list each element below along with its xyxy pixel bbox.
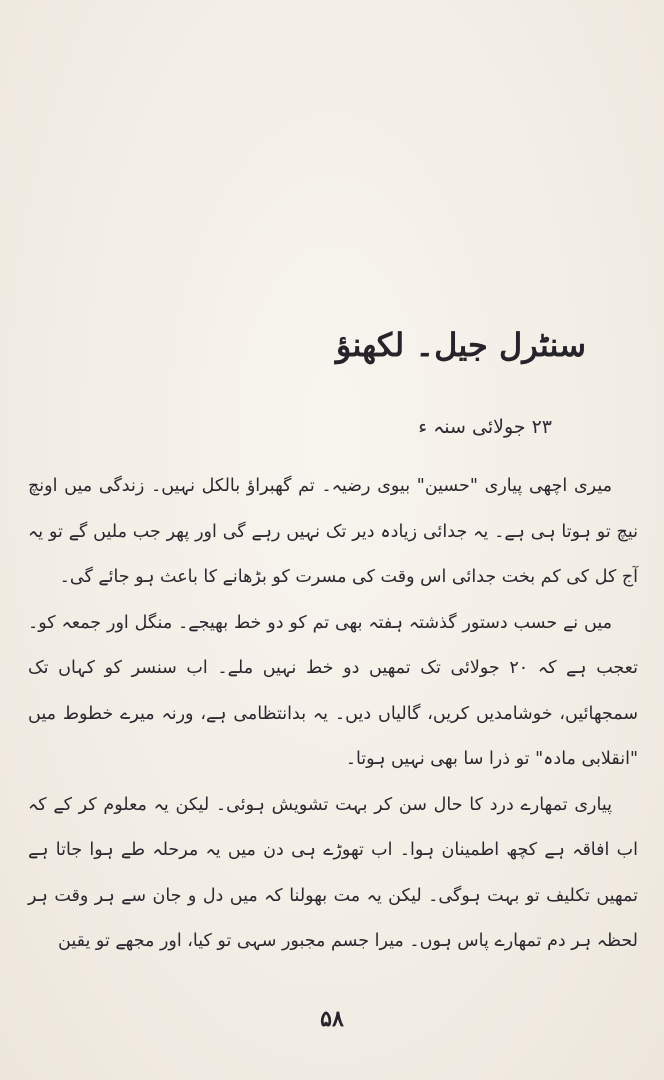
page-number: ۵۸ xyxy=(320,1006,344,1032)
letter-heading: سنٹرل جیل۔ لکھنؤ xyxy=(335,326,586,364)
letter-paragraph: میری اچھی پیاری "حسین" بیوی رضیہ۔ تم گھبراؤ بالکل نہیں۔ زندگی میں اونچ نیچ تو ہوتا ہی ہے۔ یہ جدائی زیادہ دیر تک نہیں رہے گی اور پھر جب ملیں گے تو یہ آج کل کی کم بخت جدائی اس وقت کی مسرت کو بڑھانے کا باعث ہو جائے گی۔ xyxy=(28,476,638,587)
letter-paragraph: میں نے حسب دستور گذشتہ ہفتہ بھی تم کو دو خط بھیجے۔ منگل اور جمعہ کو۔ تعجب ہے کہ ۲۰ جولائی تک تمھیں دو خط نہیں ملے۔ اب سنسر کو کہاں تک سمجھائیں، خوشامدیں کریں، گالیاں دیں۔ یہ بدانتظامی ہے، ورنہ میرے خطوط میں "انقلابی مادہ" تو ذرا سا بھی نہیں ہوتا۔ xyxy=(28,612,638,769)
letter-date: ۲۳ جولائی سنہ ء xyxy=(418,416,552,438)
letter-paragraph: پیاری تمھارے درد کا حال سن کر بہت تشویش ہوئی۔ لیکن یہ معلوم کر کے کہ اب افاقہ ہے کچھ اطمینان ہوا۔ اب تھوڑے ہی دن میں یہ مرحلہ طے ہوا جاتا ہے تمھیں تکلیف تو بہت ہوگی۔ لیکن یہ مت بھولنا کہ میں دل و جان سے ہر وقت ہر لحظہ ہر دم تمھارے پاس ہوں۔ میرا جسم مجبور سہی تو کیا، اور مجھے تو یقین xyxy=(28,794,638,951)
letter-body xyxy=(28,464,638,965)
